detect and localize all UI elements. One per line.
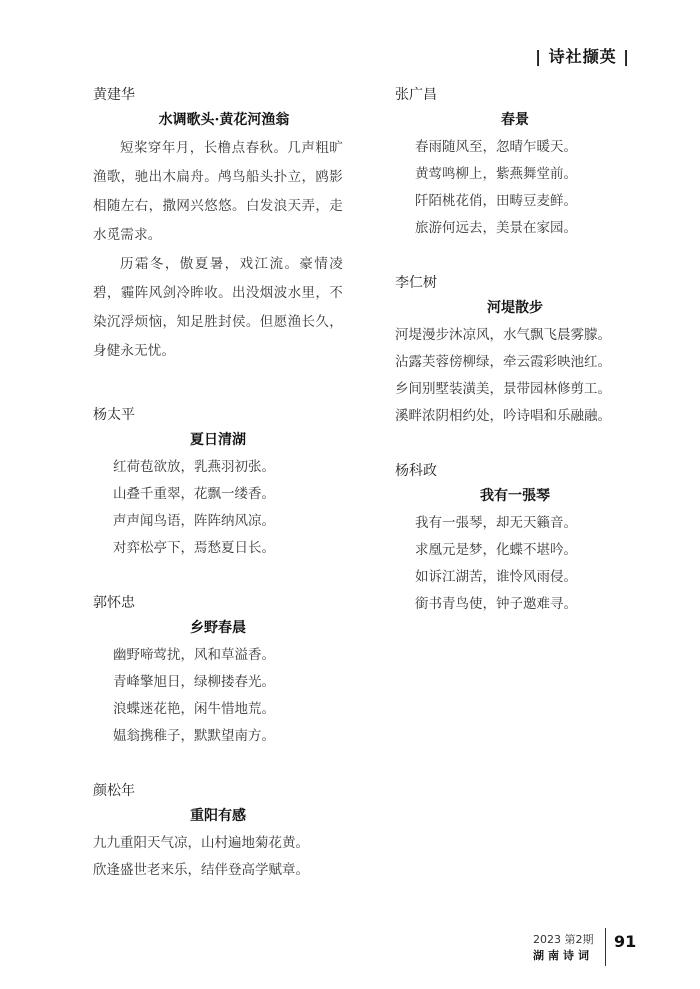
poem-line: 欣逢盛世老来乐，结伴登高学赋章。 <box>93 862 309 878</box>
poem-yang-kezheng <box>395 460 635 618</box>
poem-huang-jianhua <box>93 84 343 366</box>
poem-line: 我有一張琴，却无天籟音。 <box>415 515 577 531</box>
poem-author: 颜松年 <box>93 783 135 799</box>
poem-line: 如诉江湖苦，谁怜风雨侵。 <box>415 569 577 585</box>
poem-line: 对弈松亭下，焉愁夏日长。 <box>113 540 275 556</box>
poem-title: 春景 <box>501 112 529 128</box>
poem-title: 河堤散步 <box>487 300 543 316</box>
poem-line: 声声闻鸟语，阵阵纳风凉。 <box>113 513 275 529</box>
poem-author: 张广昌 <box>395 87 437 103</box>
poem-body <box>93 134 343 366</box>
poem-line: 銜书青鸟使，钟子邀难寻。 <box>415 596 577 612</box>
poem-author: 黄建华 <box>93 87 135 103</box>
poem-author: 杨科政 <box>395 463 437 479</box>
page-number: 91 <box>614 932 637 951</box>
footer-divider <box>605 928 606 966</box>
poem-title: 我有一張琴 <box>480 488 550 504</box>
poem-line: 求凰元是梦，化蝶不堪吟。 <box>415 542 577 558</box>
poem-line: 黄莺鸣柳上，紫燕舞堂前。 <box>415 166 577 182</box>
poem-stanza: 短桨穿年月，长橹点春秋。几声粗旷渔歌，驰出木扁舟。鸬鸟船头扑立，鸥影相随左右，撒网兴悠悠。白发浪天弄，走水觅需求。 <box>93 140 343 243</box>
poem-line: 溪畔浓阴相约处，吟诗唱和乐融融。 <box>395 408 611 424</box>
poem-yang-taiping <box>93 404 343 562</box>
poem-line: 阡陌桃花俏，田畴豆麦鲜。 <box>415 193 577 209</box>
section-header: | 诗社撷英 | <box>535 47 630 66</box>
right-column <box>395 84 635 618</box>
poem-author: 李仁树 <box>395 275 437 291</box>
poem-yan-songnian <box>93 780 343 884</box>
poem-title: 夏日清湖 <box>190 432 246 448</box>
poem-title: 重阳有感 <box>190 808 246 824</box>
poem-line: 沾露芙蓉傍柳绿，牵云霞彩映池红。 <box>395 354 611 370</box>
poem-line: 乡间别墅装潢美，景带园林修剪工。 <box>395 381 611 397</box>
poem-line: 山叠千重翠，花飘一缕香。 <box>113 486 275 502</box>
poem-line: 红荷苞欲放，乳燕羽初张。 <box>113 459 275 475</box>
poem-stanza: 历霜冬，傲夏暑，戏江流。豪情凌碧，霾阵风剑冷眸收。出没烟波水里，不染沉浮烦恼，知足胜封侯。但愿渔长久，身健永无忧。 <box>93 256 343 359</box>
poem-line: 河堤漫步沐凉风，水气飘飞晨雾朦。 <box>395 327 611 343</box>
poem-line: 媪翁携稚子，默默望南方。 <box>113 728 275 744</box>
poem-author: 郭怀忠 <box>93 595 135 611</box>
poem-line: 春雨随风至，忽晴乍暖天。 <box>415 139 577 155</box>
poem-line: 青峰擎旭日，绿柳搂春光。 <box>113 674 275 690</box>
poem-author: 杨太平 <box>93 407 135 423</box>
poem-title: 水调歌头·黄花河渔翁 <box>158 112 290 128</box>
left-column <box>93 84 343 884</box>
poem-title: 乡野春晨 <box>190 620 246 636</box>
poem-line: 九九重阳天气凉，山村遍地菊花黄。 <box>93 835 309 851</box>
magazine-name: 湖南诗词 <box>533 949 593 962</box>
poem-line: 旅游何远去，美景在家园。 <box>415 220 577 236</box>
poem-guo-huaizhong <box>93 592 343 750</box>
poem-zhang-guangchang <box>395 84 635 242</box>
poem-line: 幽野啼莺扰，风和草溢香。 <box>113 647 275 663</box>
poem-li-renshu <box>395 272 635 430</box>
poem-line: 浪蝶迷花艳，闲牛惜地荒。 <box>113 701 275 717</box>
issue-label: 2023 第2期 <box>533 933 594 946</box>
